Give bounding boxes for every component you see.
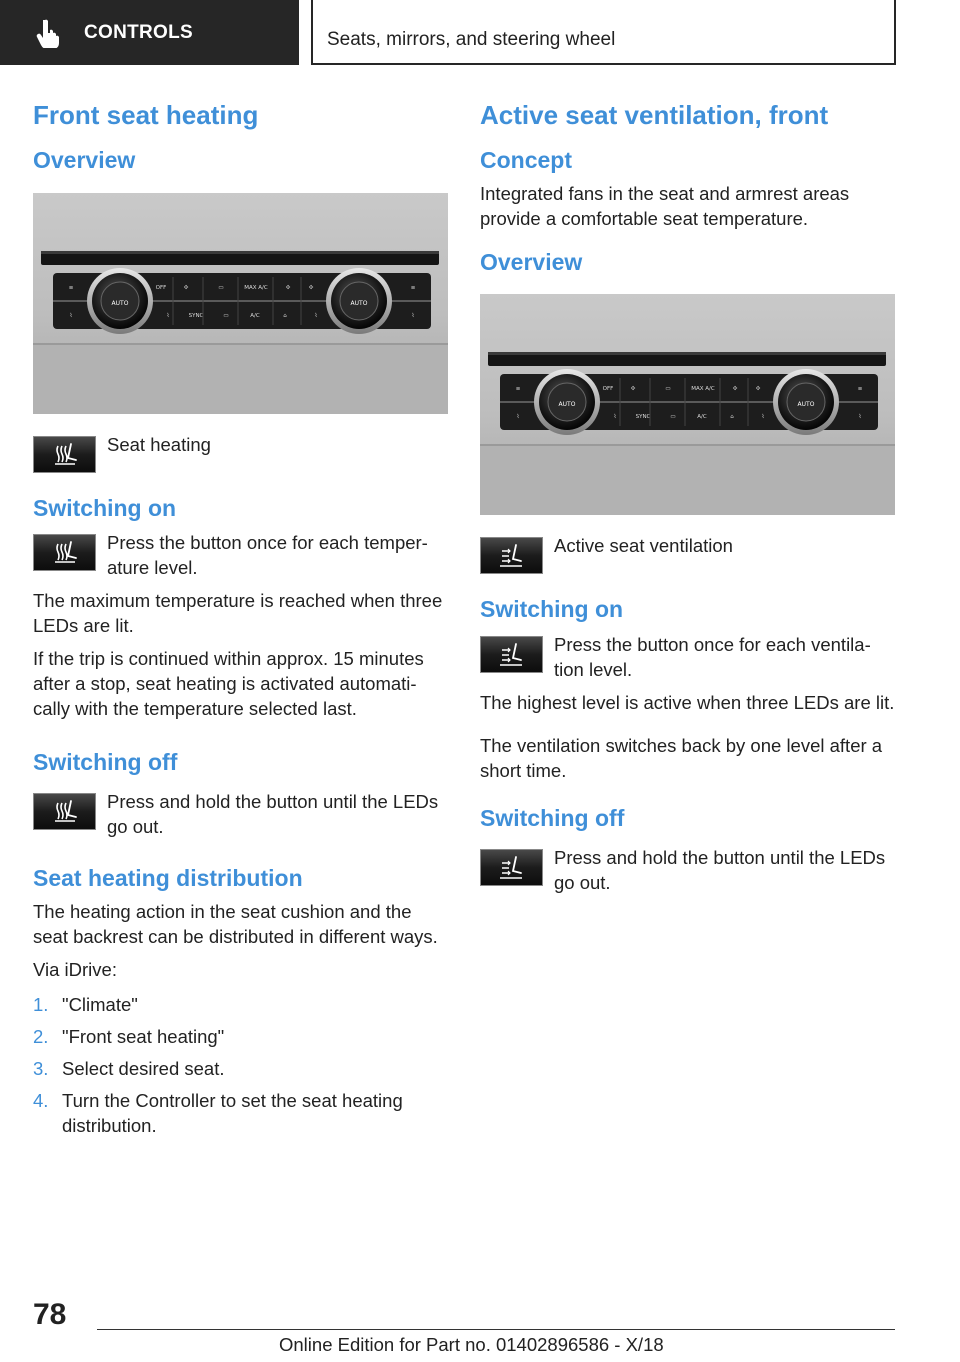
switching-off-instruction [480,845,895,895]
switching-on-text: Press the button once for each temper‐ature level. [107,532,428,579]
seat-ventilation-legend [480,533,895,574]
distribution-text: The heating action in the seat cushion and the seat backrest can be distributed in different ways. [33,900,438,947]
highest-level-text: The highest level is active when three LEDs are lit. [480,691,895,713]
edition-footer: Online Edition for Part no. 01402896586 - X/18 [279,1334,664,1355]
seat-heating-button-icon [33,793,96,830]
climate-panel-photo [33,193,448,414]
page-number: 78 [33,1298,67,1331]
left-column [33,100,448,1145]
switching-on-instruction [33,530,448,580]
right-column [480,100,895,903]
switching-on-instruction [480,632,895,682]
concept-heading: Concept [480,147,572,174]
switching-on-heading: Switching on [33,494,177,521]
pointing-hand-icon [36,18,64,48]
switching-off-heading: Switching off [33,749,178,776]
list-item: 3. Select desired seat. [33,1057,225,1079]
seat-heating-legend [33,432,448,473]
seat-ventilation-title: Active seat ventilation, front [480,100,829,130]
seat-ventilation-label: Active seat ventilation [554,535,733,557]
distribution-heading: Seat heating distribution [33,864,303,891]
overview-heading: Overview [480,248,583,275]
front-seat-heating-title: Front seat heating [33,100,259,130]
switching-on-text: Press the button once for each ventila‐tion level. [554,633,871,680]
switching-on-heading: Switching on [480,596,624,623]
switching-off-heading: Switching off [480,804,625,831]
chapter-title: Seats, mirrors, and steering wheel [327,29,616,50]
list-item: 4. Turn the Controller to set the seat heating distribution. [33,1089,403,1136]
climate-panel-photo [480,294,895,515]
seat-heating-label: Seat heating [107,433,211,455]
overview-heading: Overview [33,147,136,174]
seat-ventilation-button-icon [480,537,543,574]
seat-ventilation-button-icon [480,636,543,673]
section-title: CONTROLS [84,21,194,43]
via-idrive-text: Via iDrive: [33,958,117,980]
section-tab [0,0,299,65]
seat-ventilation-button-icon [480,849,543,886]
footer-rule [97,1329,895,1330]
concept-text: Integrated fans in the seat and armrest areas provide a comfortable seat temperature. [480,182,850,229]
trip-continued-text: If the trip is continued within approx. 15 minutes after a stop, seat heating is activated automati‐cally with the temperature selected last. [33,648,424,720]
list-item: 1. "Climate" [33,993,138,1015]
switching-off-text: Press and hold the button until the LEDs go out. [107,790,439,837]
switching-off-instruction [33,789,448,839]
seat-heating-button-icon [33,534,96,571]
switching-off-text: Press and hold the button until the LEDs go out. [554,846,886,893]
seat-heating-button-icon [33,436,96,473]
idrive-steps [33,992,448,1138]
max-temperature-text: The maximum temperature is reached when three LEDs are lit. [33,590,443,637]
chapter-tab [311,0,896,65]
switches-back-text: The ventilation switches back by one level after a short time. [480,734,883,781]
list-item: 2. "Front seat heating" [33,1025,225,1047]
